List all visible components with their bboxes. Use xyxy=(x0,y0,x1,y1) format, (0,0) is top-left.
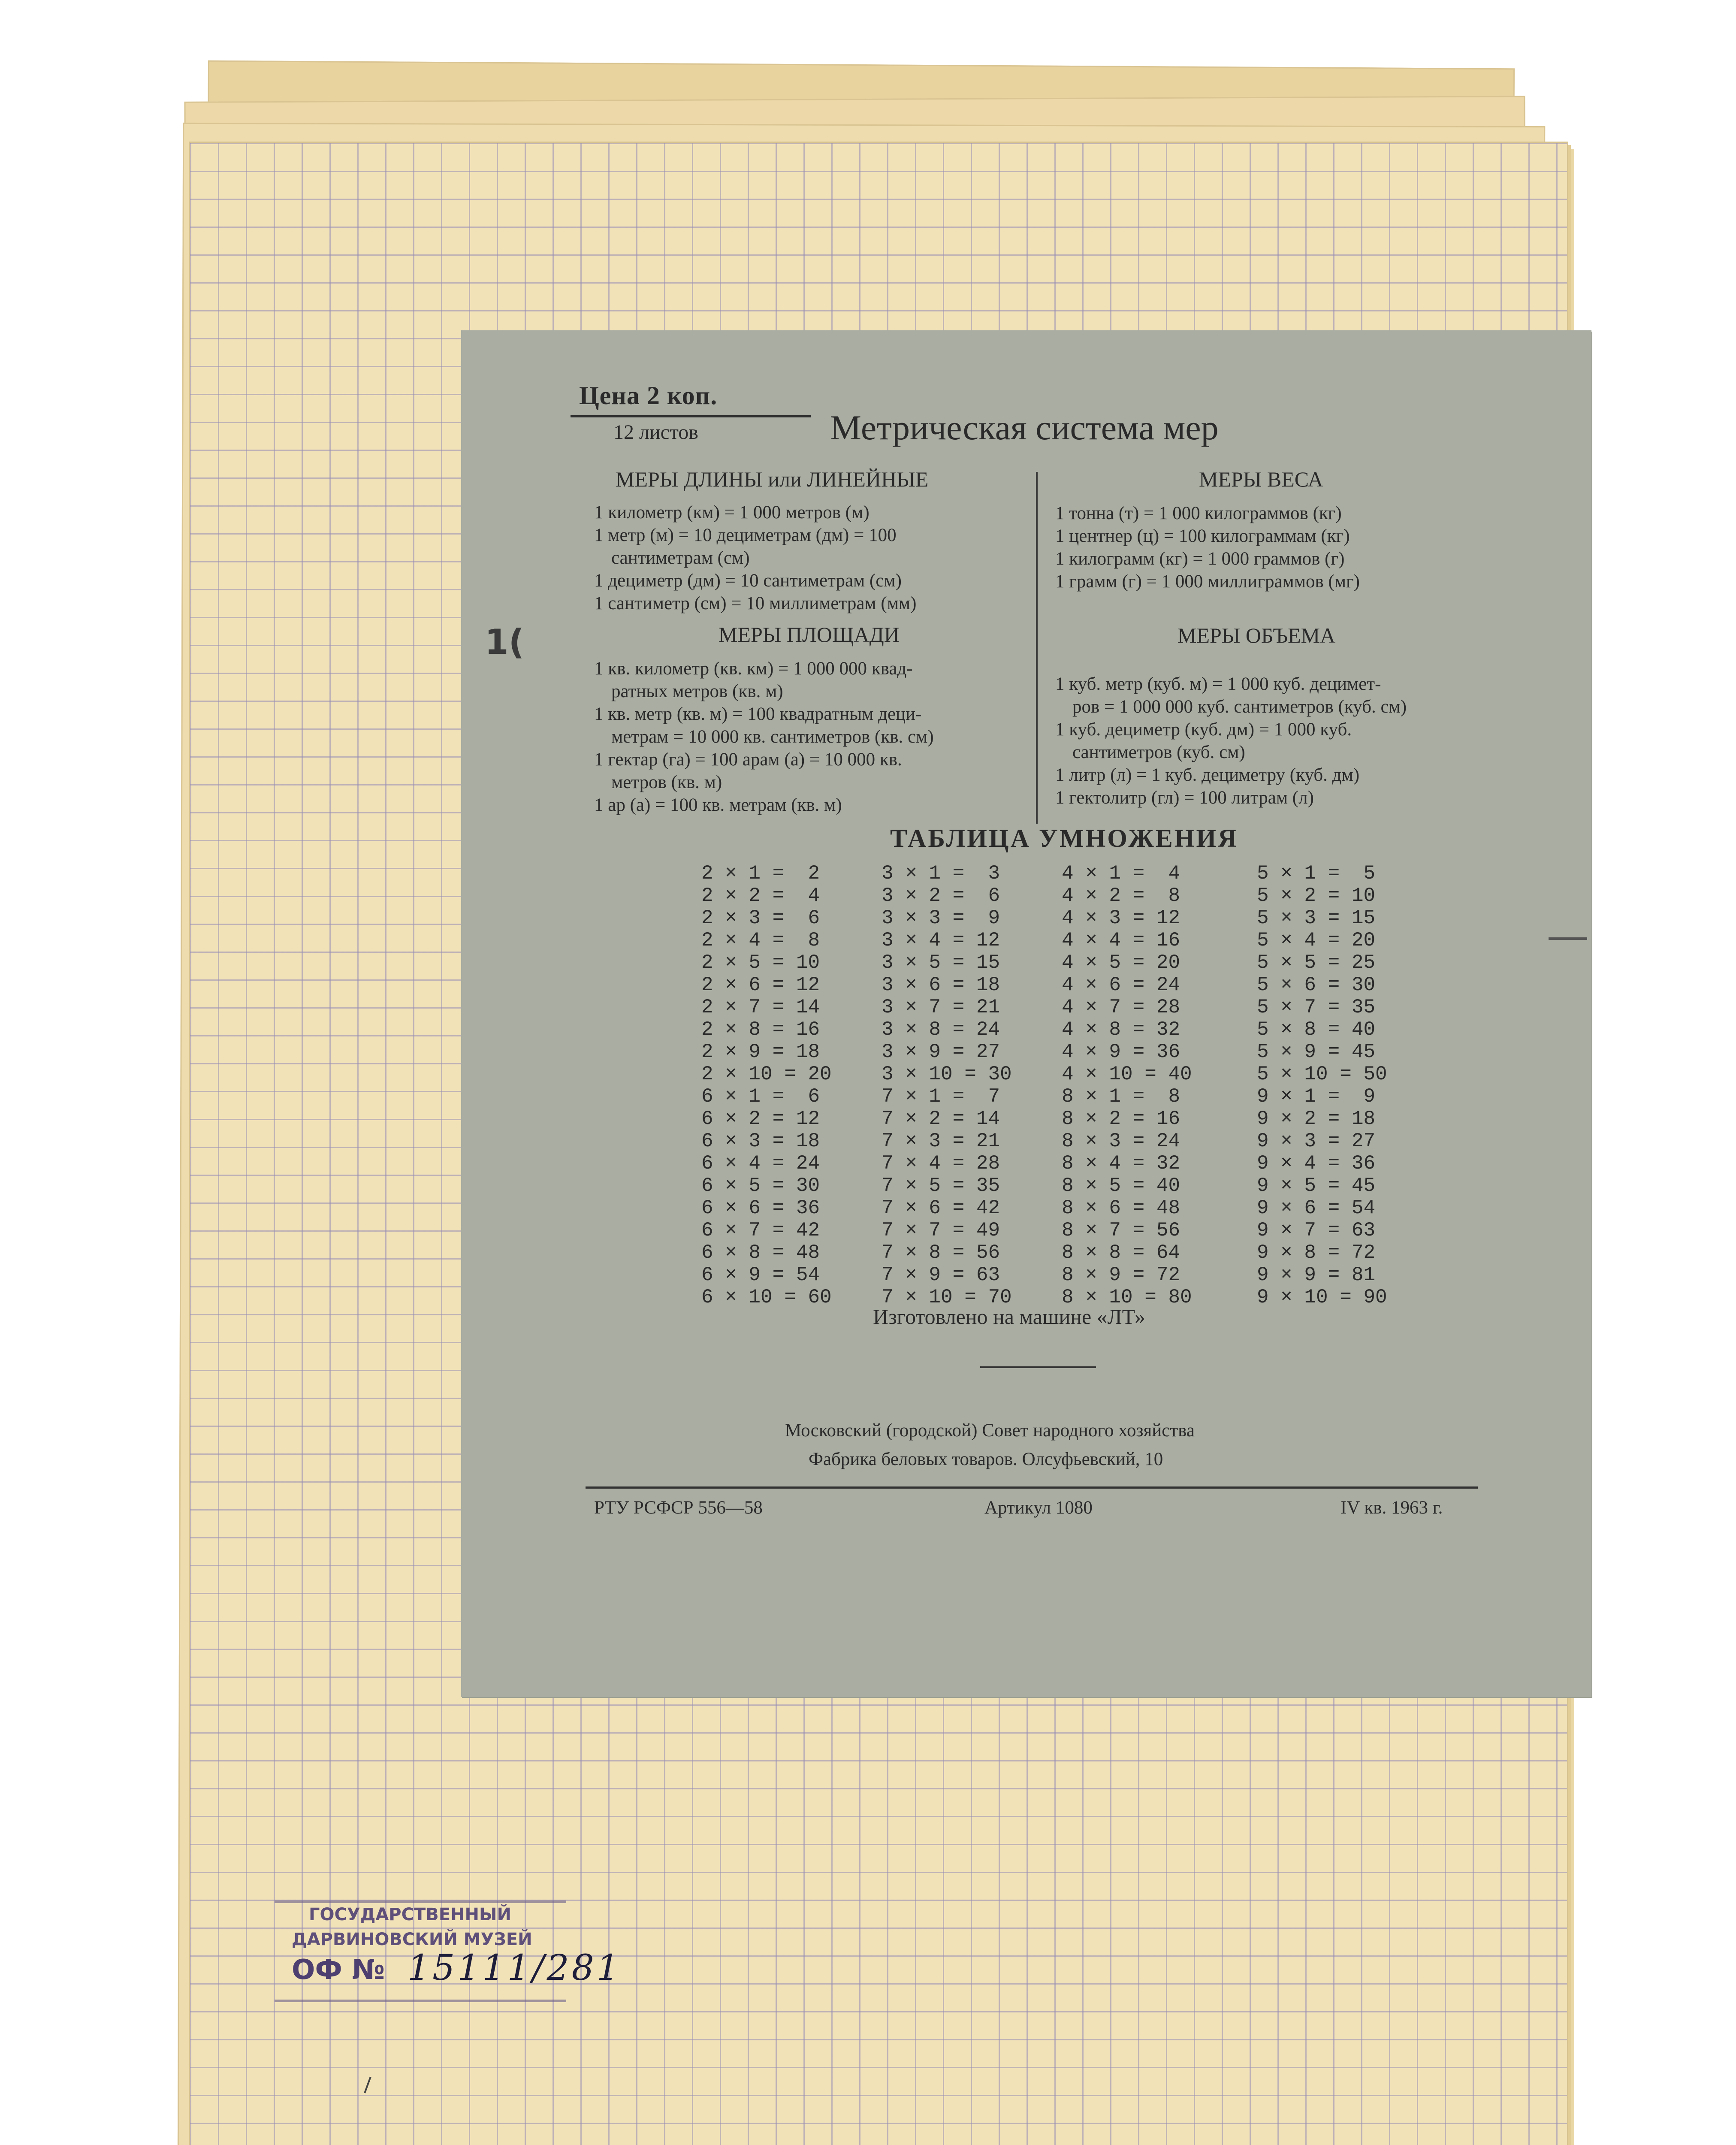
mult-row: 5 × 1 = 5 xyxy=(1257,862,1376,885)
mult-row: 8 × 7 = 56 xyxy=(1062,1219,1180,1242)
mult-row: 9 × 5 = 45 xyxy=(1257,1175,1376,1197)
footer-standard: РТУ РСФСР 556—58 xyxy=(594,1498,763,1518)
mult-row: 5 × 10 = 50 xyxy=(1257,1063,1387,1085)
mult-row: 5 × 8 = 40 xyxy=(1257,1018,1376,1041)
mult-row: 9 × 8 = 72 xyxy=(1257,1242,1376,1264)
mult-row: 6 × 8 = 48 xyxy=(701,1242,820,1264)
mult-row: 3 × 4 = 12 xyxy=(882,929,1000,952)
mult-group-6 xyxy=(701,1085,832,1308)
mult-row: 9 × 3 = 27 xyxy=(1257,1130,1376,1152)
mult-row: 5 × 2 = 10 xyxy=(1257,885,1376,907)
mult-row: 4 × 7 = 28 xyxy=(1062,996,1180,1018)
mult-row: 4 × 10 = 40 xyxy=(1062,1063,1192,1085)
museum-stamp xyxy=(275,1900,622,1999)
edge-mark xyxy=(1549,937,1587,940)
volume-line: 1 гектолитр (гл) = 100 литрам (л) xyxy=(1055,788,1314,808)
stamp-number: 15111/281 xyxy=(408,1948,622,1988)
volume-line: 1 куб. дециметр (куб. дм) = 1 000 куб. xyxy=(1055,719,1352,740)
volume-line: ров = 1 000 000 куб. сантиметров (куб. см) xyxy=(1072,697,1407,717)
mult-row: 4 × 3 = 12 xyxy=(1062,907,1180,929)
mult-row: 7 × 9 = 63 xyxy=(882,1264,1000,1286)
stamp-prefix: ОФ № xyxy=(292,1954,385,1986)
mult-row: 8 × 1 = 8 xyxy=(1062,1085,1180,1108)
footer-divider xyxy=(586,1486,1478,1489)
sheet-count: 12 листов xyxy=(613,421,698,444)
mult-row: 4 × 8 = 32 xyxy=(1062,1018,1180,1041)
mult-row: 6 × 3 = 18 xyxy=(701,1130,820,1152)
volume-line: сантиметров (куб. см) xyxy=(1072,742,1245,762)
mult-row: 5 × 6 = 30 xyxy=(1257,974,1376,996)
mult-row: 7 × 3 = 21 xyxy=(882,1130,1000,1152)
handwritten-mark: 1( xyxy=(485,622,525,662)
mult-row: 3 × 1 = 3 xyxy=(882,862,1000,885)
stamp-line-2: ДАРВИНОВСКИЙ МУЗЕЙ xyxy=(292,1930,532,1949)
mult-row: 3 × 7 = 21 xyxy=(882,996,1000,1018)
mult-group-8 xyxy=(1062,1085,1192,1308)
mult-row: 9 × 1 = 9 xyxy=(1257,1085,1376,1108)
mult-group-2 xyxy=(701,862,832,1085)
mult-row: 4 × 9 = 36 xyxy=(1062,1041,1180,1063)
length-line: 1 метр (м) = 10 дециметрам (дм) = 100 xyxy=(594,525,897,545)
mult-row: 7 × 10 = 70 xyxy=(882,1286,1012,1308)
mult-row: 8 × 6 = 48 xyxy=(1062,1197,1180,1219)
mult-row: 6 × 9 = 54 xyxy=(701,1264,820,1286)
mult-group-5 xyxy=(1257,862,1387,1085)
mult-row: 5 × 7 = 35 xyxy=(1257,996,1376,1018)
footer-quarter: IV кв. 1963 г. xyxy=(1340,1498,1443,1518)
area-section-title: МЕРЫ ПЛОЩАДИ xyxy=(719,622,900,647)
area-line: 1 кв. метр (кв. м) = 100 квадратным деци- xyxy=(594,704,922,724)
mult-row: 7 × 2 = 14 xyxy=(882,1108,1000,1130)
council-name: Московский (городской) Совет народного хозяйства xyxy=(785,1420,1195,1441)
short-divider xyxy=(980,1366,1096,1368)
mult-row: 3 × 9 = 27 xyxy=(882,1041,1000,1063)
length-line: 1 дециметр (дм) = 10 сантиметрам (см) xyxy=(594,571,902,591)
length-line: 1 километр (км) = 1 000 метров (м) xyxy=(594,502,870,523)
footer-article: Артикул 1080 xyxy=(984,1498,1093,1518)
area-line: ратных метров (кв. м) xyxy=(611,681,783,701)
mult-row: 2 × 1 = 2 xyxy=(701,862,820,885)
mult-row: 9 × 7 = 63 xyxy=(1257,1219,1376,1242)
cover-title: Метрическая система мер xyxy=(830,408,1219,447)
mult-row: 4 × 1 = 4 xyxy=(1062,862,1180,885)
mult-row: 3 × 10 = 30 xyxy=(882,1063,1012,1085)
area-line: метрам = 10 000 кв. сантиметров (кв. см) xyxy=(611,727,934,747)
mult-row: 2 × 10 = 20 xyxy=(701,1063,832,1085)
column-divider xyxy=(1036,472,1038,824)
mult-row: 7 × 6 = 42 xyxy=(882,1197,1000,1219)
mult-group-4 xyxy=(1062,862,1192,1085)
mult-row: 3 × 8 = 24 xyxy=(882,1018,1000,1041)
mult-row: 9 × 2 = 18 xyxy=(1257,1108,1376,1130)
area-line: метров (кв. м) xyxy=(611,772,722,792)
mult-row: 6 × 6 = 36 xyxy=(701,1197,820,1219)
area-line: 1 гектар (га) = 100 арам (а) = 10 000 кв. xyxy=(594,749,902,770)
mult-row: 9 × 4 = 36 xyxy=(1257,1152,1376,1175)
notebook-cover xyxy=(461,330,1591,1697)
manufacturing-note: Изготовлено на машине «ЛТ» xyxy=(873,1305,1145,1329)
mult-row: 7 × 1 = 7 xyxy=(882,1085,1000,1108)
mult-group-9 xyxy=(1257,1085,1387,1308)
area-section xyxy=(594,657,934,816)
factory-address: Фабрика беловых товаров. Олсуфьевский, 10 xyxy=(809,1449,1163,1469)
mult-row: 6 × 1 = 6 xyxy=(701,1085,820,1108)
length-section-title: МЕРЫ ДЛИНЫ или ЛИНЕЙНЫЕ xyxy=(616,467,929,491)
mult-row: 4 × 4 = 16 xyxy=(1062,929,1180,952)
mult-row: 7 × 4 = 28 xyxy=(882,1152,1000,1175)
mult-row: 2 × 3 = 6 xyxy=(701,907,820,929)
length-line: сантиметрам (см) xyxy=(611,548,750,568)
mult-row: 6 × 4 = 24 xyxy=(701,1152,820,1175)
mult-row: 5 × 4 = 20 xyxy=(1257,929,1376,952)
mult-row: 8 × 10 = 80 xyxy=(1062,1286,1192,1308)
mult-group-7 xyxy=(882,1085,1012,1308)
mult-row: 6 × 5 = 30 xyxy=(701,1175,820,1197)
mult-row: 8 × 8 = 64 xyxy=(1062,1242,1180,1264)
mult-row: 6 × 7 = 42 xyxy=(701,1219,820,1242)
mult-row: 7 × 7 = 49 xyxy=(882,1219,1000,1242)
mult-row: 9 × 6 = 54 xyxy=(1257,1197,1376,1219)
mult-group-3 xyxy=(882,862,1012,1085)
mult-row: 2 × 4 = 8 xyxy=(701,929,820,952)
mult-row: 8 × 3 = 24 xyxy=(1062,1130,1180,1152)
mult-row: 8 × 9 = 72 xyxy=(1062,1264,1180,1286)
volume-section-title: МЕРЫ ОБЪЕМА xyxy=(1177,623,1336,647)
mult-row: 2 × 8 = 16 xyxy=(701,1018,820,1041)
mult-row: 5 × 3 = 15 xyxy=(1257,907,1376,929)
price-label: Цена 2 коп. xyxy=(579,381,718,410)
multiplication-title: ТАБЛИЦА УМНОЖЕНИЯ xyxy=(890,824,1238,852)
mult-row: 8 × 5 = 40 xyxy=(1062,1175,1180,1197)
length-line: 1 сантиметр (см) = 10 миллиметрам (мм) xyxy=(594,593,917,613)
volume-line: 1 литр (л) = 1 куб. дециметру (куб. дм) xyxy=(1055,765,1360,785)
weight-line: 1 грамм (г) = 1 000 миллиграммов (мг) xyxy=(1055,571,1360,592)
mult-row: 4 × 2 = 8 xyxy=(1062,885,1180,907)
mult-row: 9 × 9 = 81 xyxy=(1257,1264,1376,1286)
weight-line: 1 килограмм (кг) = 1 000 граммов (г) xyxy=(1055,549,1345,569)
price-underline xyxy=(571,415,811,417)
mult-row: 2 × 5 = 10 xyxy=(701,952,820,974)
mult-row: 2 × 2 = 4 xyxy=(701,885,820,907)
mult-row: 2 × 6 = 12 xyxy=(701,974,820,996)
area-line: 1 ар (а) = 100 кв. метрам (кв. м) xyxy=(594,795,842,815)
mult-row: 9 × 10 = 90 xyxy=(1257,1286,1387,1308)
mult-row: 4 × 6 = 24 xyxy=(1062,974,1180,996)
mult-row: 8 × 4 = 32 xyxy=(1062,1152,1180,1175)
mult-row: 7 × 8 = 56 xyxy=(882,1242,1000,1264)
mult-row: 6 × 2 = 12 xyxy=(701,1108,820,1130)
mult-row: 5 × 5 = 25 xyxy=(1257,952,1376,974)
area-line: 1 кв. километр (кв. км) = 1 000 000 квад- xyxy=(594,659,913,679)
mult-row: 8 × 2 = 16 xyxy=(1062,1108,1180,1130)
mult-row: 4 × 5 = 20 xyxy=(1062,952,1180,974)
mult-row: 7 × 5 = 35 xyxy=(882,1175,1000,1197)
mult-row: 3 × 6 = 18 xyxy=(882,974,1000,996)
mult-row: 3 × 3 = 9 xyxy=(882,907,1000,929)
mult-row: 2 × 9 = 18 xyxy=(701,1041,820,1063)
mult-row: 5 × 9 = 45 xyxy=(1257,1041,1376,1063)
stamp-line-1: ГОСУДАРСТВЕННЫЙ xyxy=(309,1905,511,1924)
mult-row: 3 × 2 = 6 xyxy=(882,885,1000,907)
volume-section xyxy=(1055,673,1407,809)
weight-line: 1 центнер (ц) = 100 килограммам (кг) xyxy=(1055,526,1350,546)
mult-row: 3 × 5 = 15 xyxy=(882,952,1000,974)
weight-line: 1 тонна (т) = 1 000 килограммов (кг) xyxy=(1055,503,1342,523)
mult-row: 6 × 10 = 60 xyxy=(701,1286,832,1308)
length-section xyxy=(594,501,916,615)
volume-line: 1 куб. метр (куб. м) = 1 000 куб. децимет- xyxy=(1055,674,1381,694)
weight-section xyxy=(1055,502,1360,593)
weight-section-title: МЕРЫ ВЕСА xyxy=(1199,467,1323,491)
mult-row: 2 × 7 = 14 xyxy=(701,996,820,1018)
